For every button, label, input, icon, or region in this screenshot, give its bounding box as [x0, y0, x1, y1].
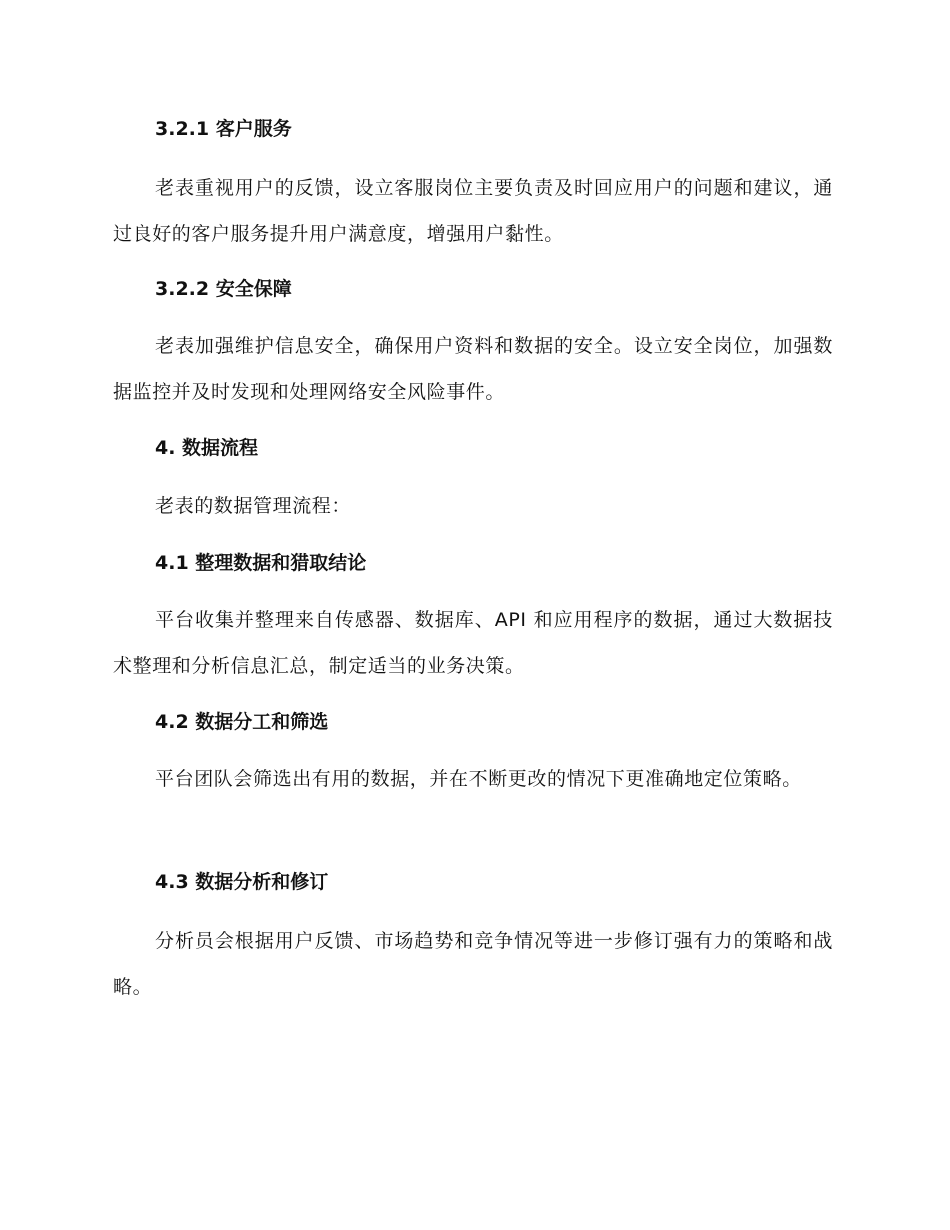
- paragraph-data-flow-intro: 老表的数据管理流程：: [155, 495, 352, 517]
- section-heading-4-3: 4.3 数据分析和修订: [155, 871, 329, 893]
- paragraph-security: 老表加强维护信息安全，确保用户资料和数据的安全。设立安全岗位，加强数据监控并及时发现和处理网络安全风险事件。: [113, 335, 833, 403]
- paragraph-data-collection: 平台收集并整理来自传感器、数据库、API 和应用程序的数据，通过大数据技术整理和分析信息汇总，制定适当的业务决策。: [113, 609, 833, 677]
- section-heading-3-2-1: 3.2.1 客户服务: [155, 118, 292, 140]
- paragraph-data-analysis: 分析员会根据用户反馈、市场趋势和竞争情况等进一步修订强有力的策略和战略。: [113, 930, 833, 998]
- section-heading-4-1: 4.1 整理数据和猎取结论: [155, 552, 367, 574]
- section-heading-4: 4. 数据流程: [155, 437, 259, 459]
- section-heading-4-2: 4.2 数据分工和筛选: [155, 711, 329, 733]
- paragraph-customer-service: 老表重视用户的反馈，设立客服岗位主要负责及时回应用户的问题和建议，通过良好的客户服务提升用户满意度，增强用户黏性。: [113, 177, 833, 245]
- paragraph-data-filtering: 平台团队会筛选出有用的数据，并在不断更改的情况下更准确地定位策略。: [155, 768, 802, 790]
- section-heading-3-2-2: 3.2.2 安全保障: [155, 278, 292, 300]
